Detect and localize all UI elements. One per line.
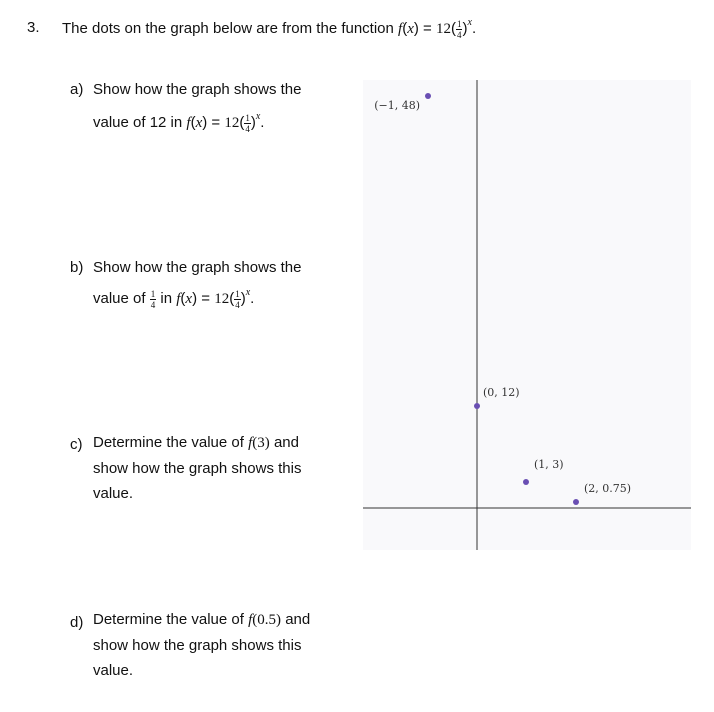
data-point: [573, 499, 579, 505]
part-d-line2: show how the graph shows this: [93, 637, 302, 654]
part-d-label: d): [70, 614, 84, 631]
data-point-label: (0, 12): [483, 386, 520, 399]
part-c-line3: value.: [93, 485, 134, 502]
problem-prompt: The dots on the graph below are from the function: [62, 20, 394, 37]
data-point-label: (2, 0.75): [584, 482, 632, 495]
data-point: [523, 479, 529, 485]
data-point: [425, 93, 431, 99]
part-b-label: b): [70, 259, 84, 276]
data-point-label: (−1, 48): [374, 99, 420, 112]
part-d-line3: value.: [93, 662, 134, 679]
data-point-label: (1, 3): [534, 458, 564, 471]
part-d-line1: Determine the value of f(0.5) and: [93, 611, 311, 628]
part-c-line1: Determine the value of f(3) and: [93, 434, 299, 451]
part-a-line2: value of 12 in f(x) = 12( $\frac{1}{4}$ )$^x$.: [93, 111, 265, 134]
problem-number: 3.: [27, 19, 40, 36]
part-c-line2: show how the graph shows this: [93, 460, 302, 477]
data-point: [474, 403, 480, 409]
function-definition: f(x) = 12( $\frac{1}{4}$ )$^x$.: [398, 17, 477, 40]
part-b-line2: value of $\frac{1}{4}$ in f(x) = 12( $\frac{1}{4}$ )$^x$.: [93, 287, 255, 310]
part-a-label: a): [70, 81, 84, 98]
part-b-line1: Show how the graph shows the: [93, 259, 302, 276]
part-c-label: c): [70, 436, 83, 453]
part-a-line1: Show how the graph shows the: [93, 81, 302, 98]
